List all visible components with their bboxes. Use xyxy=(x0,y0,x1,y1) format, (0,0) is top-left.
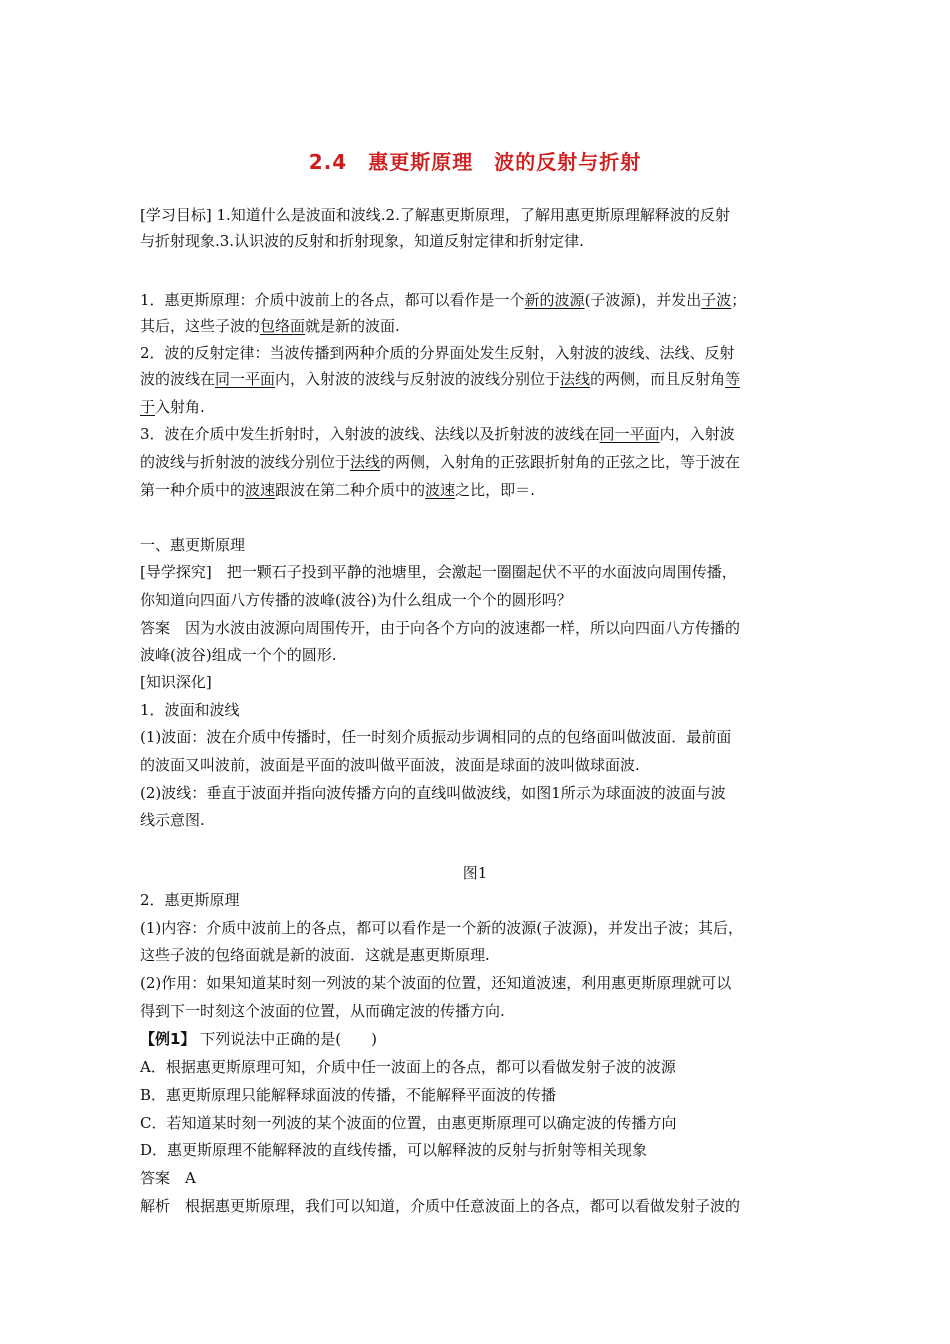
text-run: 入射角. xyxy=(155,398,205,416)
objectives-line-1: [学习目标] 1.知道什么是波面和波线.2.了解惠更斯原理，了解用惠更斯原理解释波的反射 xyxy=(140,206,730,224)
option-b: B．惠更斯原理只能解释球面波的传播，不能解释平面波的传播 xyxy=(140,1086,557,1104)
option-d: D．惠更斯原理不能解释波的直线传播，可以解释波的反射与折射等相关现象 xyxy=(140,1141,648,1159)
text-run: 内，入射波的波线与反射波的波线分别位于 xyxy=(275,370,561,388)
summary-p2-line-1: 2．波的反射定律：当波传播到两种介质的分界面处发生反射，入射波的波线、法线、反射 xyxy=(140,344,735,362)
figure-caption: 图1 xyxy=(462,864,488,882)
example-label: 【例1】 xyxy=(140,1030,196,1048)
wavefront-p2-line-2: 线示意图. xyxy=(140,811,205,829)
option-c: C．若知道某时刻一列波的某个波面的位置，由惠更斯原理可以确定波的传播方向 xyxy=(140,1114,677,1132)
text-run: 内，入射波 xyxy=(659,425,735,443)
page-title: 2.4 惠更斯原理 波的反射与折射 xyxy=(308,150,642,174)
objectives-line-2: 与折射现象.3.认识波的反射和折射现象，知道反射定律和折射定律. xyxy=(140,232,584,250)
text-run: 的两侧，入射角的正弦跟折射角的正弦之比，等于波在 xyxy=(380,453,741,471)
text-run: 就是新的波面. xyxy=(305,317,400,335)
wavefront-p1-line-1: (1)波面：波在介质中传播时，任一时刻介质振动步调相同的点的包络面叫做波面．最前面 xyxy=(140,728,732,746)
example-question xyxy=(140,1029,820,1049)
huygens-p2-line-1: (2)作用：如果知道某时刻一列波的某个波面的位置，还知道波速，利用惠更斯原理就可以 xyxy=(140,974,732,992)
blank-answer: 波速 xyxy=(425,481,456,499)
blank-answer: 法线 xyxy=(560,370,591,388)
summary-p3-line-1 xyxy=(140,424,820,444)
subheading-wavefront: 1．波面和波线 xyxy=(140,701,240,719)
summary-p1-line-1 xyxy=(140,290,820,310)
huygens-p1-line-2: 这些子波的包络面就是新的波面．这就是惠更斯原理. xyxy=(140,946,490,964)
knowledge-deepen-label: [知识深化] xyxy=(140,673,212,691)
text-run: ； xyxy=(731,291,747,309)
text-run: 第一种介质中的 xyxy=(140,481,246,499)
text-run: 其后，这些子波的 xyxy=(140,317,261,335)
answer-line-1: 答案 因为水波由波源向周围传开，由于向各个方向的波速都一样，所以向四面八方传播的 xyxy=(140,619,741,637)
example-analysis: 解析 根据惠更斯原理，我们可以知道，介质中任意波面上的各点，都可以看做发射子波的 xyxy=(140,1197,741,1215)
wavefront-p2-line-1: (2)波线：垂直于波面并指向波传播方向的直线叫做波线，如图1所示为球面波的波面与波 xyxy=(140,784,726,802)
wavefront-p1-line-2: 的波面又叫波前，波面是平面的波叫做平面波，波面是球面的波叫做球面波. xyxy=(140,756,640,774)
answer-line-2: 波峰(波谷)组成一个个的圆形. xyxy=(140,646,337,664)
summary-p1-line-2 xyxy=(140,316,820,336)
text-run: 1．惠更斯原理：介质中波前上的各点，都可以看作是一个 xyxy=(140,291,525,309)
text-run: 波的波线在 xyxy=(140,370,216,388)
huygens-p2-line-2: 得到下一时刻这个波面的位置，从而确定波的传播方向. xyxy=(140,1002,505,1020)
text-run: 3．波在介质中发生折射时，入射波的波线、法线以及折射波的波线在 xyxy=(140,425,600,443)
text-run: 的波线与折射波的波线分别位于 xyxy=(140,453,351,471)
summary-p3-line-2 xyxy=(140,452,820,472)
example-answer: 答案 A xyxy=(140,1169,196,1187)
text-run: (子波源)，并发出 xyxy=(584,291,702,309)
blank-answer: 同一平面 xyxy=(215,370,276,388)
guide-line-2: 你知道向四面八方传播的波峰(波谷)为什么组成一个个的圆形吗？ xyxy=(140,591,572,609)
blank-answer: 子波 xyxy=(701,291,732,309)
blank-answer: 于 xyxy=(140,398,156,416)
text-run: 之比，即＝. xyxy=(455,481,535,499)
blank-answer: 法线 xyxy=(350,453,381,471)
guide-line-1: [导学探究] 把一颗石子投到平静的池塘里，会激起一圈圈起伏不平的水面波向周围传播， xyxy=(140,563,737,581)
summary-p2-line-3 xyxy=(140,397,820,417)
example-question-text: 下列说法中正确的是( ) xyxy=(200,1030,377,1048)
blank-answer: 包络面 xyxy=(260,317,306,335)
section-heading: 一、惠更斯原理 xyxy=(140,536,246,554)
huygens-p1-line-1: (1)内容：介质中波前上的各点，都可以看作是一个新的波源(子波源)，并发出子波；其后， xyxy=(140,919,743,937)
option-a: A．根据惠更斯原理可知，介质中任一波面上的各点，都可以看做发射子波的波源 xyxy=(140,1058,676,1076)
blank-answer: 波速 xyxy=(245,481,276,499)
text-run: 的两侧，而且反射角 xyxy=(590,370,726,388)
summary-p3-line-3 xyxy=(140,480,820,500)
blank-answer: 同一平面 xyxy=(599,425,660,443)
blank-answer: 新的波源 xyxy=(524,291,585,309)
text-run: 跟波在第二种介质中的 xyxy=(275,481,426,499)
subheading-huygens: 2．惠更斯原理 xyxy=(140,891,240,909)
blank-answer: 等 xyxy=(725,370,741,388)
summary-p2-line-2 xyxy=(140,369,820,389)
